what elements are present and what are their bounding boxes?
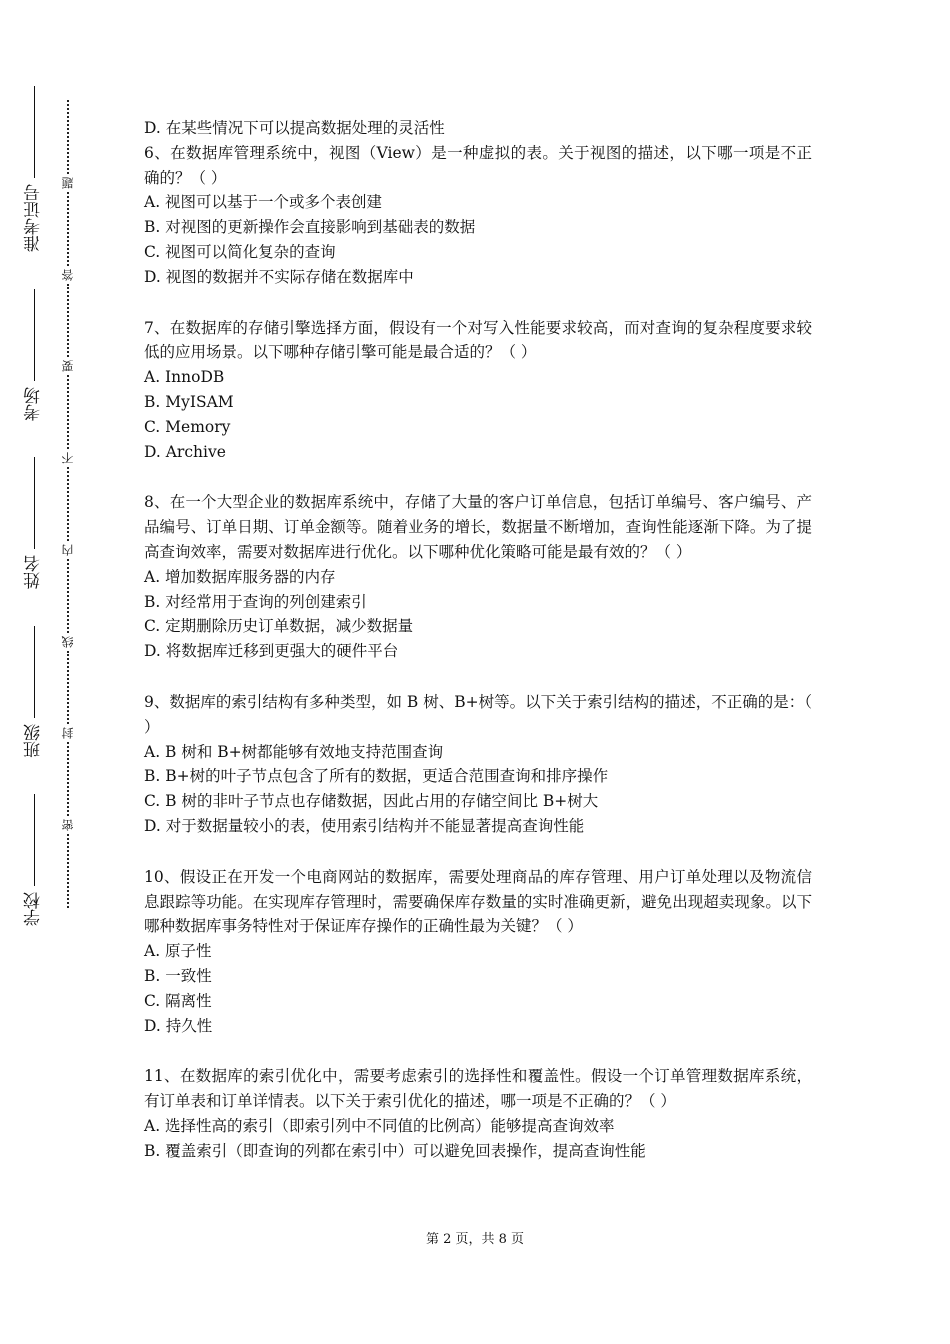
field-label-class: 班级 — [24, 723, 44, 758]
seal-char: 线 — [61, 635, 75, 648]
question-6 — [144, 141, 812, 290]
field-school — [24, 794, 44, 926]
question-7 — [144, 316, 812, 465]
seal-line — [58, 100, 78, 908]
option-b: B. 一致性 — [144, 966, 212, 985]
field-line-admission-number[interactable] — [34, 86, 35, 178]
previous-question-option-d: D. 在某些情况下可以提高数据处理的灵活性 — [144, 119, 445, 137]
question-content — [144, 116, 812, 1189]
field-label-name: 姓名 — [24, 555, 44, 589]
field-name — [24, 457, 44, 589]
option-b: B. MyISAM — [144, 392, 234, 411]
seal-dots — [67, 100, 69, 174]
student-info-strip — [22, 86, 46, 926]
seal-char: 密 — [61, 819, 75, 832]
seal-char: 答 — [61, 268, 75, 281]
option-b: B. 覆盖索引（即查询的列都在索引中）可以避免回表操作，提高查询性能 — [144, 1141, 646, 1160]
option-d: D. Archive — [144, 442, 226, 461]
option-c: C. 视图可以简化复杂的查询 — [144, 242, 336, 261]
question-10 — [144, 865, 812, 1039]
seal-dots — [67, 284, 69, 358]
field-line-name[interactable] — [34, 457, 35, 549]
field-exam-room — [24, 289, 44, 421]
seal-dots — [67, 375, 69, 449]
option-a: A. 选择性高的索引（即索引列中不同值的比例高）能够提高查询效率 — [144, 1116, 615, 1135]
seal-char: 不 — [61, 452, 75, 465]
seal-char: 封 — [61, 727, 75, 740]
field-line-school[interactable] — [34, 794, 35, 886]
field-line-class[interactable] — [34, 626, 35, 718]
seal-dots — [67, 742, 69, 816]
option-a: A. B 树和 B+树都能够有效地支持范围查询 — [144, 742, 444, 761]
field-label-exam-room: 考场 — [24, 386, 44, 421]
question-11 — [144, 1064, 812, 1163]
question-stem: 8、在一个大型企业的数据库系统中，存储了大量的客户订单信息，包括订单编号、客户编号、产品编号、订单日期、订单金额等。随着业务的增长，数据量不断增加，查询性能逐渐下降。为了提高查询效率，需要对数据库进行优化。以下哪种优化策略可能是最有效的？（ ） — [144, 493, 812, 561]
page-number-footer: 第 2 页，共 8 页 — [425, 1232, 525, 1247]
question-stem: 10、假设正在开发一个电商网站的数据库，需要处理商品的库存管理、用户订单处理以及物流信息跟踪等功能。在实现库存管理时，需要确保库存数量的实时准确更新，避免出现超卖现象。以下哪种数据库事务特性对于保证库存操作的正确性最为关键？（ ） — [144, 867, 812, 936]
option-a: A. 增加数据库服务器的内存 — [144, 567, 336, 586]
option-c: C. B 树的非叶子节点也存储数据，因此占用的存储空间比 B+树大 — [144, 792, 599, 811]
field-label-admission-number: 准考证号 — [24, 184, 44, 252]
seal-dots — [67, 651, 69, 725]
question-8 — [144, 490, 812, 664]
question-stem: 9、数据库的索引结构有多种类型，如 B 树、B+树等。以下关于索引结构的描述，不正确的是：（ ） — [144, 692, 812, 736]
field-line-exam-room[interactable] — [34, 289, 35, 381]
question-stem: 6、在数据库管理系统中，视图（View）是一种虚拟的表。关于视图的描述，以下哪一项是不正确的？（ ） — [144, 143, 812, 187]
option-d: D. 将数据库迁移到更强大的硬件平台 — [144, 642, 399, 661]
option-a: A. InnoDB — [144, 368, 225, 387]
option-d: D. 视图的数据并不实际存储在数据库中 — [144, 267, 414, 286]
seal-dots — [67, 192, 69, 266]
seal-dots — [67, 467, 69, 541]
option-a: A. 原子性 — [144, 942, 212, 961]
seal-char: 要 — [61, 360, 75, 373]
option-b: B. 对经常用于查询的列创建索引 — [144, 592, 367, 611]
option-b: B. 对视图的更新操作会直接影响到基础表的数据 — [144, 218, 476, 237]
option-c: C. 隔离性 — [144, 991, 212, 1010]
question-stem: 11、在数据库的索引优化中，需要考虑索引的选择性和覆盖性。假设一个订单管理数据库系统，有订单表和订单详情表。以下关于索引优化的描述，哪一项是不正确的？（ ） — [144, 1067, 812, 1111]
seal-dots — [67, 834, 69, 908]
seal-char: 内 — [61, 543, 75, 556]
question-stem: 7、在数据库的存储引擎选择方面，假设有一个对写入性能要求较高，而对查询的复杂程度要求较低的应用场景。以下哪种存储引擎可能是最合适的？（ ） — [144, 318, 812, 362]
option-b: B. B+树的叶子节点包含了所有的数据，更适合范围查询和排序操作 — [144, 767, 609, 786]
question-9 — [144, 690, 812, 839]
field-class — [24, 626, 44, 758]
seal-dots — [67, 559, 69, 633]
field-label-school: 学校 — [24, 892, 44, 926]
option-c: C. 定期删除历史订单数据，减少数据量 — [144, 617, 414, 636]
option-c: C. Memory — [144, 417, 231, 436]
option-a: A. 视图可以基于一个或多个表创建 — [144, 193, 383, 212]
option-d: D. 持久性 — [144, 1016, 213, 1035]
seal-char: 题 — [61, 176, 75, 189]
field-admission-number — [24, 86, 44, 252]
option-d: D. 对于数据量较小的表，使用索引结构并不能显著提高查询性能 — [144, 816, 585, 835]
